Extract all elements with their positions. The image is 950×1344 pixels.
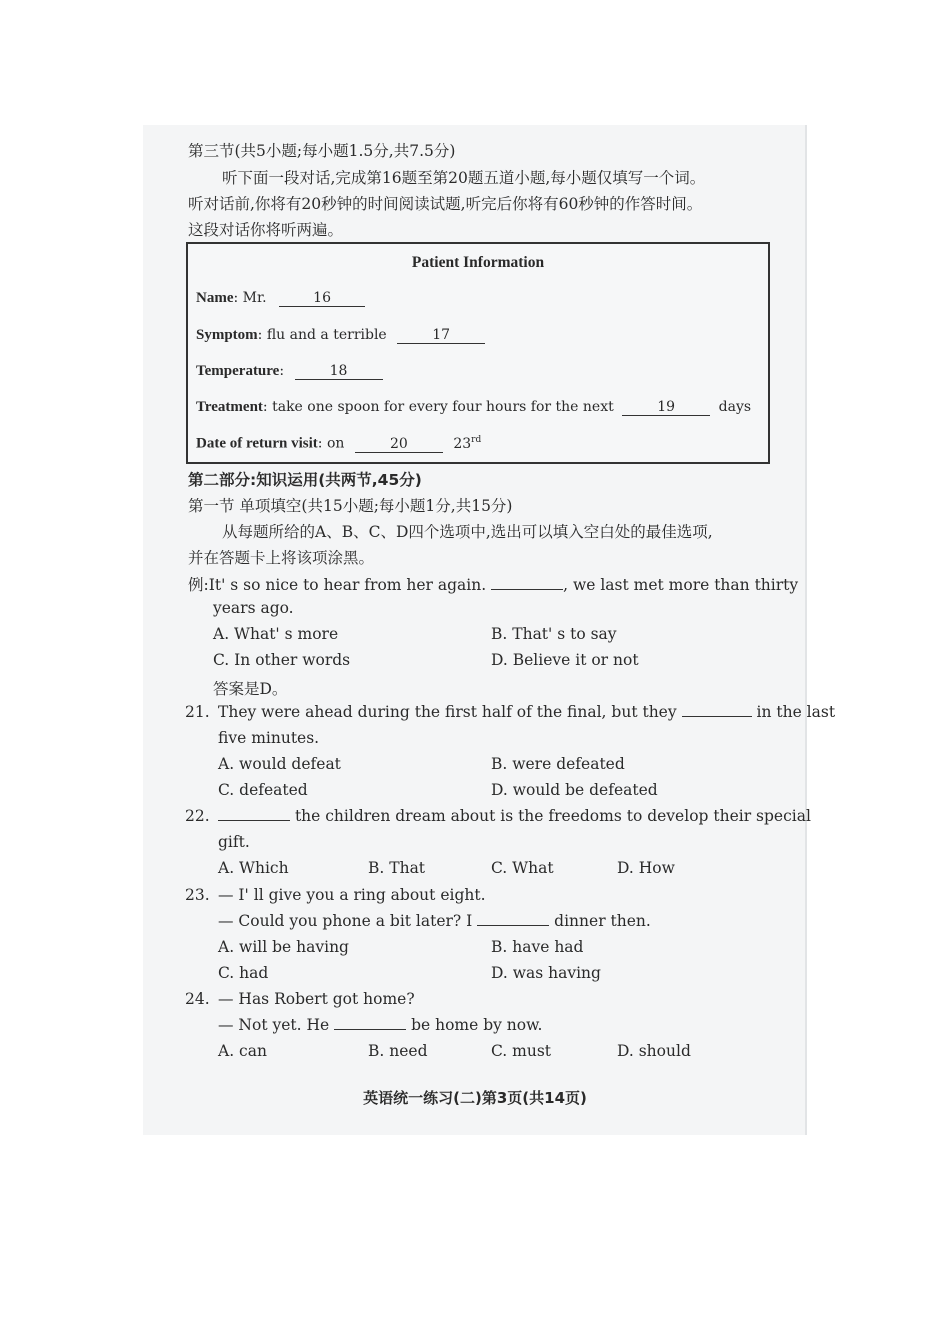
q22-stem-line1 [218,807,811,825]
q23-option-c: C. had [218,964,269,982]
q23-num: 23. [185,886,210,904]
q22-option-c: C. What [491,859,554,877]
symptom-text: flu and a terrible [266,327,387,343]
q23-line2 [218,912,651,930]
q21-stem-line2: five minutes. [218,729,320,747]
return-visit-text: on [326,435,345,452]
return-visit-blank[interactable]: 20 [355,436,443,453]
q23-line2-b: dinner then. [554,912,651,930]
q24-line2 [218,1016,542,1034]
name-row: Name: Mr. 16 [196,290,365,307]
q22-stem: the children dream about is the freedoms to develop their special [294,807,811,825]
q23-option-a: A. will be having [218,938,349,956]
example-option-c: C. In other words [213,651,351,669]
q24-line1: — Has Robert got home? [218,990,415,1008]
q23-blank[interactable] [477,925,549,926]
q22-option-b: B. That [368,859,426,877]
part2-heading: 第二部分:知识运用(共两节,45分) [188,471,422,489]
q21-option-a: A. would defeat [218,755,341,773]
q21-num: 21. [185,703,210,721]
return-visit-label: Date of return visit [196,435,318,452]
section3-instr-3: 这段对话你将听两遍。 [188,221,344,239]
q21-option-d: D. would be defeated [491,781,658,799]
return-visit-row: Date of return visit: on 20 23rd [196,435,482,452]
q24-line2-b: be home by now. [411,1016,543,1034]
treatment-blank[interactable]: 19 [622,399,710,416]
q24-num: 24. [185,990,210,1008]
treatment-after: days [718,399,752,415]
q24-line2-a: — Not yet. He [218,1016,330,1034]
q23-option-b: B. have had [491,938,584,956]
q22-option-d: D. How [617,859,675,877]
treatment-text: take one spoon for every four hours for the next [272,399,614,415]
temperature-label: Temperature [196,363,280,379]
example-option-a: A. What' s more [213,625,339,643]
q22-stem-line2: gift. [218,833,250,851]
example-stem-line2: years ago. [213,599,294,617]
symptom-row: Symptom: flu and a terrible 17 [196,327,485,344]
name-text: Mr. [242,290,267,306]
treatment-row: Treatment: take one spoon for every four hours for the next 19 days [196,399,752,415]
section3-heading: 第三节(共5小题;每小题1.5分,共7.5分) [188,142,456,160]
part2-instr-2: 并在答题卡上将该项涂黑。 [188,549,375,567]
section3-instr-1: 听下面一段对话,完成第16题至第20题五道小题,每小题仅填写一个词。 [222,169,706,187]
q21-option-b: B. were defeated [491,755,625,773]
example-answer: 答案是D。 [213,680,288,698]
q23-line2-a: — Could you phone a bit later? I [218,912,473,930]
q24-option-c: C. must [491,1042,552,1060]
example-blank[interactable] [491,589,563,590]
example-option-b: B. That' s to say [491,625,617,643]
name-label: Name [196,290,234,306]
name-blank[interactable]: 16 [279,290,365,307]
q21-option-c: C. defeated [218,781,308,799]
treatment-label: Treatment [196,399,263,415]
q21-stem-line1 [218,703,835,721]
part2-instr-1: 从每题所给的A、B、C、D四个选项中,选出可以填入空白处的最佳选项, [222,523,713,541]
return-visit-date-suffix: rd [471,435,482,445]
return-visit-date: 23 [453,435,472,452]
temperature-row: Temperature: 18 [196,363,383,380]
q24-blank[interactable] [334,1029,406,1030]
q21-blank[interactable] [682,716,752,717]
q22-option-a: A. Which [218,859,289,877]
temperature-blank[interactable]: 18 [295,363,383,380]
symptom-blank[interactable]: 17 [397,327,485,344]
q24-option-b: B. need [368,1042,428,1060]
patient-info-box [186,242,770,464]
q24-option-d: D. should [617,1042,691,1060]
example-stem-b: , we last met more than thirty [563,576,799,594]
example-option-d: D. Believe it or not [491,651,639,669]
q22-blank[interactable] [218,820,290,821]
q22-num: 22. [185,807,210,825]
q21-stem-b: in the last [756,703,836,721]
part2-subheading: 第一节 单项填空(共15小题;每小题1分,共15分) [188,497,513,515]
q23-option-d: D. was having [491,964,601,982]
symptom-label: Symptom [196,327,258,343]
section3-instr-2: 听对话前,你将有20秒钟的时间阅读试题,听完后你将有60秒钟的作答时间。 [188,195,703,213]
patient-info-title: Patient Information [411,254,545,271]
q23-line1: — I' ll give you a ring about eight. [218,886,486,904]
example-stem-line1 [188,573,798,595]
example-stem-a: 例:It' s so nice to hear from her again. [188,576,487,594]
q21-stem-a: They were ahead during the first half of the final, but they [218,703,677,721]
page-footer: 英语统一练习(二)第3页(共14页) [363,1089,587,1107]
q24-option-a: A. can [218,1042,267,1060]
